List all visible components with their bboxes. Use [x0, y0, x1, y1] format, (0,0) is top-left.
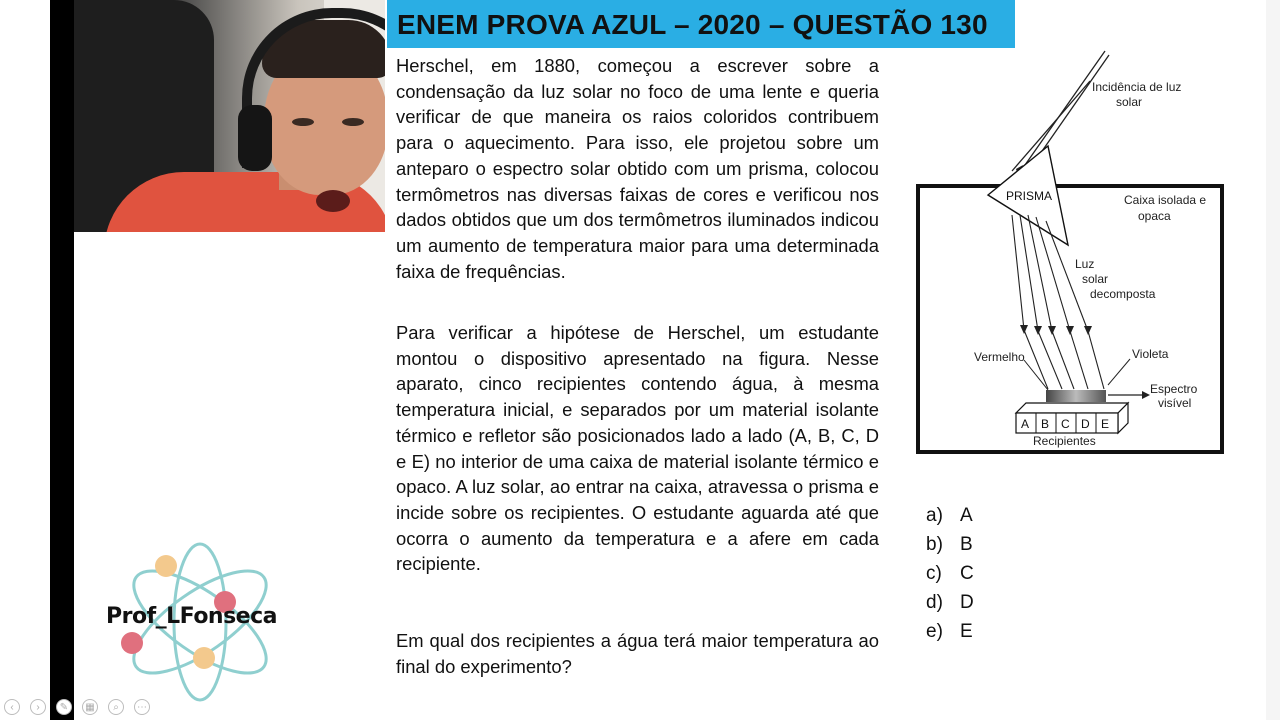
- option-c[interactable]: [926, 563, 974, 592]
- light-label-2: solar: [1082, 272, 1109, 286]
- light-ray: [1052, 331, 1074, 389]
- visible-spectrum-band: [1046, 390, 1106, 402]
- arrowhead-icon: [1034, 326, 1042, 335]
- arrowhead-icon: [1048, 326, 1056, 335]
- electron-icon: [193, 647, 215, 669]
- presenter-mouth: [316, 190, 350, 212]
- question-header: [387, 0, 1015, 48]
- container-c-label: C: [1061, 417, 1070, 431]
- more-options-icon[interactable]: ⋯: [134, 699, 150, 715]
- container-e-label: E: [1101, 417, 1110, 431]
- prism-experiment-figure: [912, 45, 1232, 460]
- option-b[interactable]: [926, 534, 974, 563]
- presenter-eye: [342, 118, 364, 126]
- spectrum-label-2: visível: [1158, 396, 1192, 410]
- electron-icon: [121, 632, 143, 654]
- previous-slide-button[interactable]: ‹: [4, 699, 20, 715]
- arrowhead-icon: [1142, 391, 1150, 399]
- light-ray: [1038, 331, 1062, 389]
- light-label-3: decomposta: [1090, 287, 1156, 301]
- incidence-label: Incidência de luz: [1092, 80, 1182, 94]
- question-paragraph-1: Herschel, em 1880, começou a escrever sobre a condensação da luz solar no foco de uma lente e queria verificar de que maneira os raios coloridos contribuem para o aquecimento. Para isso, ele projetou sobre um anteparo o espectro solar obtido com um prisma, colocou termômetros nas diversas faixas de cores e verificou nos dados obtidos que um dos termômetros iluminados indicou um aumento de temperatura maior para uma determinada faixa de frequências.: [396, 55, 879, 282]
- headset-earcup-left: [238, 105, 272, 171]
- option-letter: e): [926, 621, 943, 642]
- presentation-toolbar: [0, 697, 160, 719]
- container-b-label: B: [1041, 417, 1050, 431]
- arrowhead-icon: [1020, 325, 1028, 334]
- container-a-label: A: [1021, 417, 1030, 431]
- channel-logo-text: Prof_LFonseca: [106, 604, 277, 629]
- next-slide-button[interactable]: ›: [30, 699, 46, 715]
- answer-options: [926, 505, 974, 650]
- light-ray: [1070, 331, 1088, 389]
- right-margin: [1266, 0, 1280, 720]
- question-prompt: Em qual dos recipientes a água terá maior temperatura ao final do experimento?: [396, 630, 879, 677]
- light-label: Luz: [1075, 257, 1095, 271]
- zoom-icon[interactable]: ⌕: [108, 699, 124, 715]
- presenter-eye: [292, 118, 314, 126]
- incidence-label-2: solar: [1116, 95, 1143, 109]
- light-ray: [1024, 330, 1048, 389]
- violet-label: Violeta: [1132, 347, 1169, 361]
- arrowhead-icon: [1066, 326, 1074, 335]
- box-label-2: opaca: [1138, 209, 1171, 223]
- light-ray: [1088, 331, 1104, 389]
- slides-overview-icon[interactable]: ▦: [82, 699, 98, 715]
- containers-top: [1016, 403, 1128, 413]
- red-pointer: [1024, 360, 1048, 390]
- option-value: B: [960, 534, 973, 555]
- left-margin: [0, 0, 50, 720]
- option-d[interactable]: [926, 592, 974, 621]
- option-value: A: [960, 505, 973, 526]
- page-title: ENEM PROVA AZUL – 2020 – QUESTÃO 130: [397, 9, 988, 40]
- arrowhead-icon: [1084, 326, 1092, 335]
- option-value: E: [960, 621, 973, 642]
- containers-label: Recipientes: [1033, 434, 1096, 448]
- option-e[interactable]: [926, 621, 974, 650]
- container-d-label: D: [1081, 417, 1090, 431]
- red-label: Vermelho: [974, 350, 1025, 364]
- option-letter: d): [926, 592, 943, 613]
- webcam-video: [74, 0, 385, 232]
- question-paragraph-2: Para verificar a hipótese de Herschel, um estudante montou o dispositivo apresentado na figura. Nesse aparato, cinco recipientes contendo água, à mesma temperatura inicial, e separados por um material isolante térmico e refletor são posicionados lado a lado (A, B, C, D e E) no interior de uma caixa de material isolante térmico e opaco. A luz solar, ao entrar na caixa, atravessa o prisma e incide sobre os recipientes. O estudante aguarda até que ocorra o aumento da temperatura e a afere em cada recipiente.: [396, 322, 879, 575]
- left-black-edge: [50, 0, 74, 720]
- option-a[interactable]: [926, 505, 974, 534]
- spectrum-label: Espectro: [1150, 382, 1198, 396]
- option-letter: a): [926, 505, 943, 526]
- option-letter: c): [926, 563, 942, 584]
- electron-icon: [155, 555, 177, 577]
- option-letter: b): [926, 534, 943, 555]
- option-value: D: [960, 592, 974, 613]
- box-label: Caixa isolada e: [1124, 193, 1207, 207]
- prism-label: PRISMA: [1006, 189, 1053, 203]
- pen-tool-icon[interactable]: ✎: [56, 699, 72, 715]
- option-value: C: [960, 563, 974, 584]
- violet-pointer: [1108, 359, 1130, 385]
